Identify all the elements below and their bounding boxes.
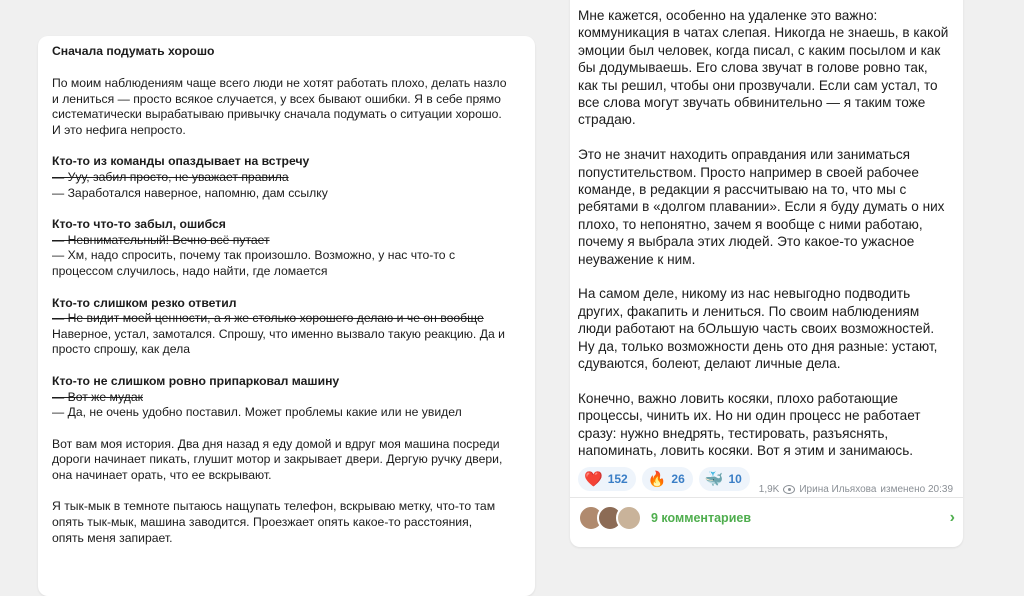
case-good-thought: Наверное, устал, замотался. Спрошу, что именно вызвало такую реакцию. Да и [52,326,505,341]
author-name: Ирина Ильяхова [799,484,877,495]
case-good-thought: процессом случилось, надо найти, где ломается [52,263,328,278]
paragraph-line: неуважение к ним. [578,251,696,267]
paragraph-line: коммуникация в чатах слепая. Никогда не знаешь, в какой [578,25,949,41]
reactions-bar [578,467,750,491]
story-line: опять тык-мык, машина заводится. Проезжает опять какое-то расстояния, [52,515,473,530]
case-good-thought: просто спрошу, как дела [52,342,191,357]
paragraph-line: команде, в редакции я рассчитываю на то, что мы с [578,182,907,198]
paragraph-line: бы додумываешь. Его слова звучат в голове ровно так, [578,60,928,76]
paragraph-line: почему я выбрала этих людей. Это какое-то ужасное [578,234,915,250]
story-line: Я тык-мык в темноте пытаюсь нащупать телефон, вскрываю метку, что-то там [52,499,496,514]
reaction-count: 10 [728,472,742,486]
paragraph-line: Мне кажется, особенно на удаленке это важно: [578,8,878,23]
reaction-heart[interactable] [578,467,636,491]
case-heading: Кто-то из команды опаздывает на встречу [52,154,310,169]
paragraph-line: сдуваются, болеют, делают личные дела. [578,356,841,372]
paragraph-line: попустительством. Просто например в своей рабочее [578,164,919,180]
story-line: Вот вам моя история. Два дня назад я еду домой и вдруг моя машина посреди [52,436,500,451]
comments-label: 9 комментариев [651,511,752,525]
paragraph-line: На самом деле, никому из нас невыгодно подводить [578,286,911,302]
fire-icon: 🔥 [647,471,667,488]
reaction-count: 152 [607,472,628,486]
case-bad-thought: — Вот же мудак [52,389,143,404]
paragraph-line: как ты решил, чтобы они прозвучали. Если сам устал, то [578,77,938,93]
paragraph-line: Это не значит находить оправдания или заниматься [578,147,910,163]
case-good-thought: — Да, не очень удобно поставил. Может проблемы какие или не увидел [52,405,462,420]
story-line: опять меня запирает. [52,530,173,545]
case-good-thought: — Хм, надо спросить, почему так произошло. Возможно, у нас что-то с [52,248,456,263]
eye-icon [783,485,795,494]
paragraph-line: Ну да, только возможности день ото дня разные: устают, [578,338,938,354]
intro-line: систематически вырабатываю привычку сначала подумать о ситуации хорошо. [52,107,502,122]
left-post-card [38,36,535,596]
story-line: дороги начинает пикать, глушит мотор и закрывает двери. Дергую ручку двери, [52,452,503,467]
views-count: 1,9K [758,484,780,495]
intro-line: По моим наблюдениям чаще всего люди не хотят работать плохо, делать назло [52,76,507,90]
paragraph-line: плохо, то непонятно, зачем я вообще с ними работаю, [578,216,923,232]
case-bad-thought: — Невнимательный! Вечно всё путает [52,232,270,247]
right-post-card [570,0,963,547]
divider [570,497,963,498]
story-line: она начинает орать, что ее вскрывают. [52,467,272,482]
intro-line: и лениться — просто всякое случается, у всех бывают ошибки. Я в себе прямо [52,91,501,106]
whale-icon: 🐳 [704,471,724,488]
post-title: Сначала подумать хорошо [52,44,215,58]
paragraph-line: Конечно, важно ловить косяки, плохо работающие [578,390,898,406]
paragraph-line: напоминать, ловить косяки. Вот я этим и занимаюсь. [578,443,914,459]
intro-line: И это нефига непросто. [52,122,186,137]
comments-row[interactable] [578,506,955,530]
case-heading: Кто-то слишком резко ответил [52,295,237,310]
reaction-whale[interactable] [699,467,750,491]
post-meta [759,484,953,495]
edited-time: изменено 20:39 [880,484,953,495]
paragraph-line: других, факапить и лениться. По своим наблюдениям [578,303,920,319]
paragraph-line: сразу: нужно внедрять, тестировать, разъяснять, [578,425,889,441]
chevron-right-icon: › [949,509,955,526]
case-bad-thought: — Не видит моей ценности, а я же столько хорошего делаю и че он вообще [52,311,484,326]
case-heading: Кто-то не слишком ровно припарковал машину [52,373,340,388]
reaction-fire[interactable] [642,467,693,491]
paragraph-line: страдаю. [578,112,636,128]
paragraph-line: процессы, чинить их. Но ни один процесс не работает [578,408,921,424]
paragraph-line: эмоции был человек, когда писал, с каким посылом и как [578,42,941,58]
paragraph-line: ребятами в «долгом плавании». Если я буду думать о них [578,199,945,215]
case-good-thought: — Заработался наверное, напомню, дам ссылку [52,185,328,200]
paragraph-line: люди работают на бОльшую часть своих возможностей. [578,321,935,337]
case-bad-thought: — Ууу, забил просто, не уважает правила [52,169,289,184]
avatar [616,505,642,531]
paragraph-line: все слова могут звучать обвинительно — я таким тоже [578,95,926,111]
heart-icon: ❤️ [584,471,603,488]
case-heading: Кто-то что-то забыл, ошибся [52,217,226,232]
reaction-count: 26 [671,472,685,486]
